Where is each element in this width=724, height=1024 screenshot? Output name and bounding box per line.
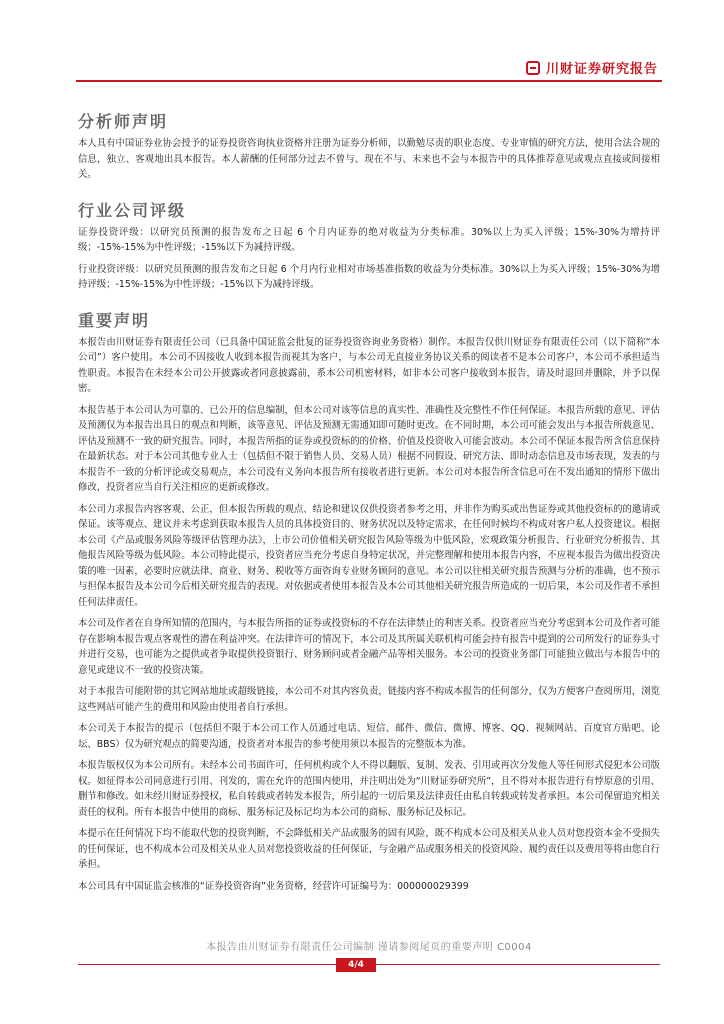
brand-logo-icon bbox=[526, 61, 540, 75]
analyst-statement-title: 分析师声明 bbox=[78, 112, 169, 131]
disclaimer-paragraph: 本公司及作者在自身所知情的范围内，与本报告所指的证券或投资标的不存在法律禁止的利害关系。投资者应当充分考虑到本公司及作者可能存在影响本报告观点客观性的潜在利益冲突。在法律许可的情况下，本公司及其所属关联机构可能会持有报告中提到的公司所发行的证券头寸并进行交易，也可能为之提供或者争取提供投资银行、财务顾问或者金融产品等相关服务。本公司的投资业务部门可能独立做出与本报告中的意见或建议不一致的投资决策。 bbox=[78, 618, 660, 676]
license-paragraph: 本公司具有中国证监会核准的“证券投资咨询”业务资格，经营许可证编号为：000000029399 bbox=[78, 880, 469, 892]
rating-title: 行业公司评级 bbox=[78, 200, 187, 220]
analyst-statement-section bbox=[78, 112, 660, 183]
header-rule bbox=[76, 80, 662, 82]
disclaimer-section bbox=[78, 311, 660, 895]
disclaimer-paragraph: 本公司关于本报告的提示（包括但不限于本公司工作人员通过电话、短信、邮件、微信、微博、博客、QQ、视频网站、百度官方贴吧、论坛、BBS）仅为研究观点的简要沟通，投资者对本报告的参考使用须以本报告的完整版本为准。 bbox=[78, 723, 660, 750]
brand-name: 川财证券研究报告 bbox=[545, 62, 658, 77]
stock-rating-text: 证券投资评级：以研究员预测的报告发布之日起 6 个月内证券的绝对收益为分类标准。30%以上为买入评级；15%-30%为增持评级；-15%-15%为中性评级；-15%以下为减持评级。 bbox=[78, 226, 660, 253]
disclaimer-paragraph: 本提示在任何情况下均不能取代您的投资判断，不会降低相关产品或服务的固有风险，既不构成本公司及相关从业人员对您投资本金不受损失的任何保证，也不构成本公司及相关从业人员对您投资收益的任何保证，与金融产品或服务相关的投资风险、履约责任以及费用等将由您自行承担。 bbox=[78, 828, 660, 870]
analyst-statement-text: 本人具有中国证券业协会授予的证券投资咨询执业资格并注册为证券分析师，以勤勉尽责的职业态度、专业审慎的研究方法，使用合法合规的信息，独立、客观地出具本报告。本人薪酬的任何部分过去不曾与、现在不与、未来也不会与本报告中的具体推荐意见或观点直接或间接相关。 bbox=[78, 138, 660, 180]
rating-section bbox=[78, 201, 660, 293]
brand bbox=[526, 58, 658, 77]
industry-rating-text: 行业投资评级：以研究员预测的报告发布之日起 6 个月内行业相对市场基准指数的收益为分类标准。30%以上为买入评级；15%-30%为增持评级；-15%-15%为中性评级；-15%以下为减持评级。 bbox=[78, 263, 660, 290]
disclaimer-title: 重要声明 bbox=[78, 310, 151, 330]
page-header bbox=[76, 54, 662, 82]
document-body bbox=[78, 112, 660, 900]
disclaimer-paragraph: 本公司力求报告内容客观、公正，但本报告所载的观点、结论和建议仅供投资者参考之用，并非作为购买或出售证券或其他投资标的的邀请或保证。该等观点、建议并未考虑到获取本报告人员的具体投资目的、财务状况以及特定需求，在任何时候均不构成对客户私人投资建议。根据本公司《产品或服务风险等级评估管理办法》，上市公司价值相关研究报告风险等级为中低风险，宏观政策分析报告、行业研究分析报告、其他报告风险等级为低风险。本公司特此提示，投资者应当充分考虑自身特定状况，并完整理解和使用本报告内容，不应视本报告为做出投资决策的唯一因素，必要时应就法律、商业、财务、税收等方面咨询专业财务顾问的意见。本公司以往相关研究报告预测与分析的准确，也不预示与担保本报告及本公司今后相关研究报告的表现。对依据或者使用本报告及本公司其他相关研究报告所造成的一切后果，本公司及作者不承担任何法律责任。 bbox=[78, 503, 660, 608]
disclaimer-paragraph: 本报告基于本公司认为可靠的、已公开的信息编制，但本公司对该等信息的真实性、准确性及完整性不作任何保证。本报告所载的意见、评估及预测仅为本报告出具日的观点和判断，该等意见、评估及预测无需通知即可随时更改。在不同时期，本公司可能会发出与本报告所载意见、评估及预测不一致的研究报告。同时，本报告所指的证券或投资标的的价格、价值及投资收入可能会波动。本公司不保证本报告所含信息保持在最新状态。对于本公司其他专业人士（包括但不限于销售人员、交易人员）根据不同假设、研究方法、即时动态信息及市场表现，发表的与本报告不一致的分析评论或交易观点，本公司没有义务向本报告所有接收者进行更新。本公司对本报告所含信息可在不发出通知的情形下做出修改，投资者应当自行关注相应的更新或修改。 bbox=[78, 404, 660, 493]
disclaimer-paragraph: 对于本报告可能附带的其它网站地址或超级链接，本公司不对其内容负责，链接内容不构成本报告的任何部分，仅为方便客户查阅所用，浏览这些网站可能产生的费用和风险由使用者自行承担。 bbox=[78, 686, 660, 713]
footer-text: 本报告由川财证券有限责任公司编制 谨请参阅尾页的重要声明 C0004 bbox=[206, 942, 532, 953]
page-number: 4/4 bbox=[336, 958, 376, 972]
disclaimer-paragraph: 本报告由川财证券有限责任公司（已具备中国证监会批复的证券投资咨询业务资格）制作。本报告仅供川财证券有限责任公司（以下简称“本公司”）客户使用。本公司不因接收人收到本报告而视其为客户，与本公司无直接业务协议关系的阅读者不是本公司客户，本公司不承担适当性职责。本报告在未经本公司公开披露或者同意披露前，系本公司机密材料，如非本公司客户接收到本报告，请及时退回并删除，并予以保密。 bbox=[78, 336, 660, 394]
disclaimer-paragraph: 本报告版权仅为本公司所有。未经本公司书面许可，任何机构或个人不得以翻版、复制、发表、引用或再次分发他人等任何形式侵犯本公司版权。如征得本公司同意进行引用、刊发的，需在允许的范围内使用，并注明出处为“川财证券研究所”，且不得对本报告进行有悖原意的引用、删节和修改。如未经川财证券授权，私自转载或者转发本报告，所引起的一切后果及法律责任由私自转载或转发者承担。本公司保留追究相关责任的权利。所有本报告中使用的商标、服务标记及标记均为本公司的商标、服务标记及标记。 bbox=[78, 760, 660, 818]
